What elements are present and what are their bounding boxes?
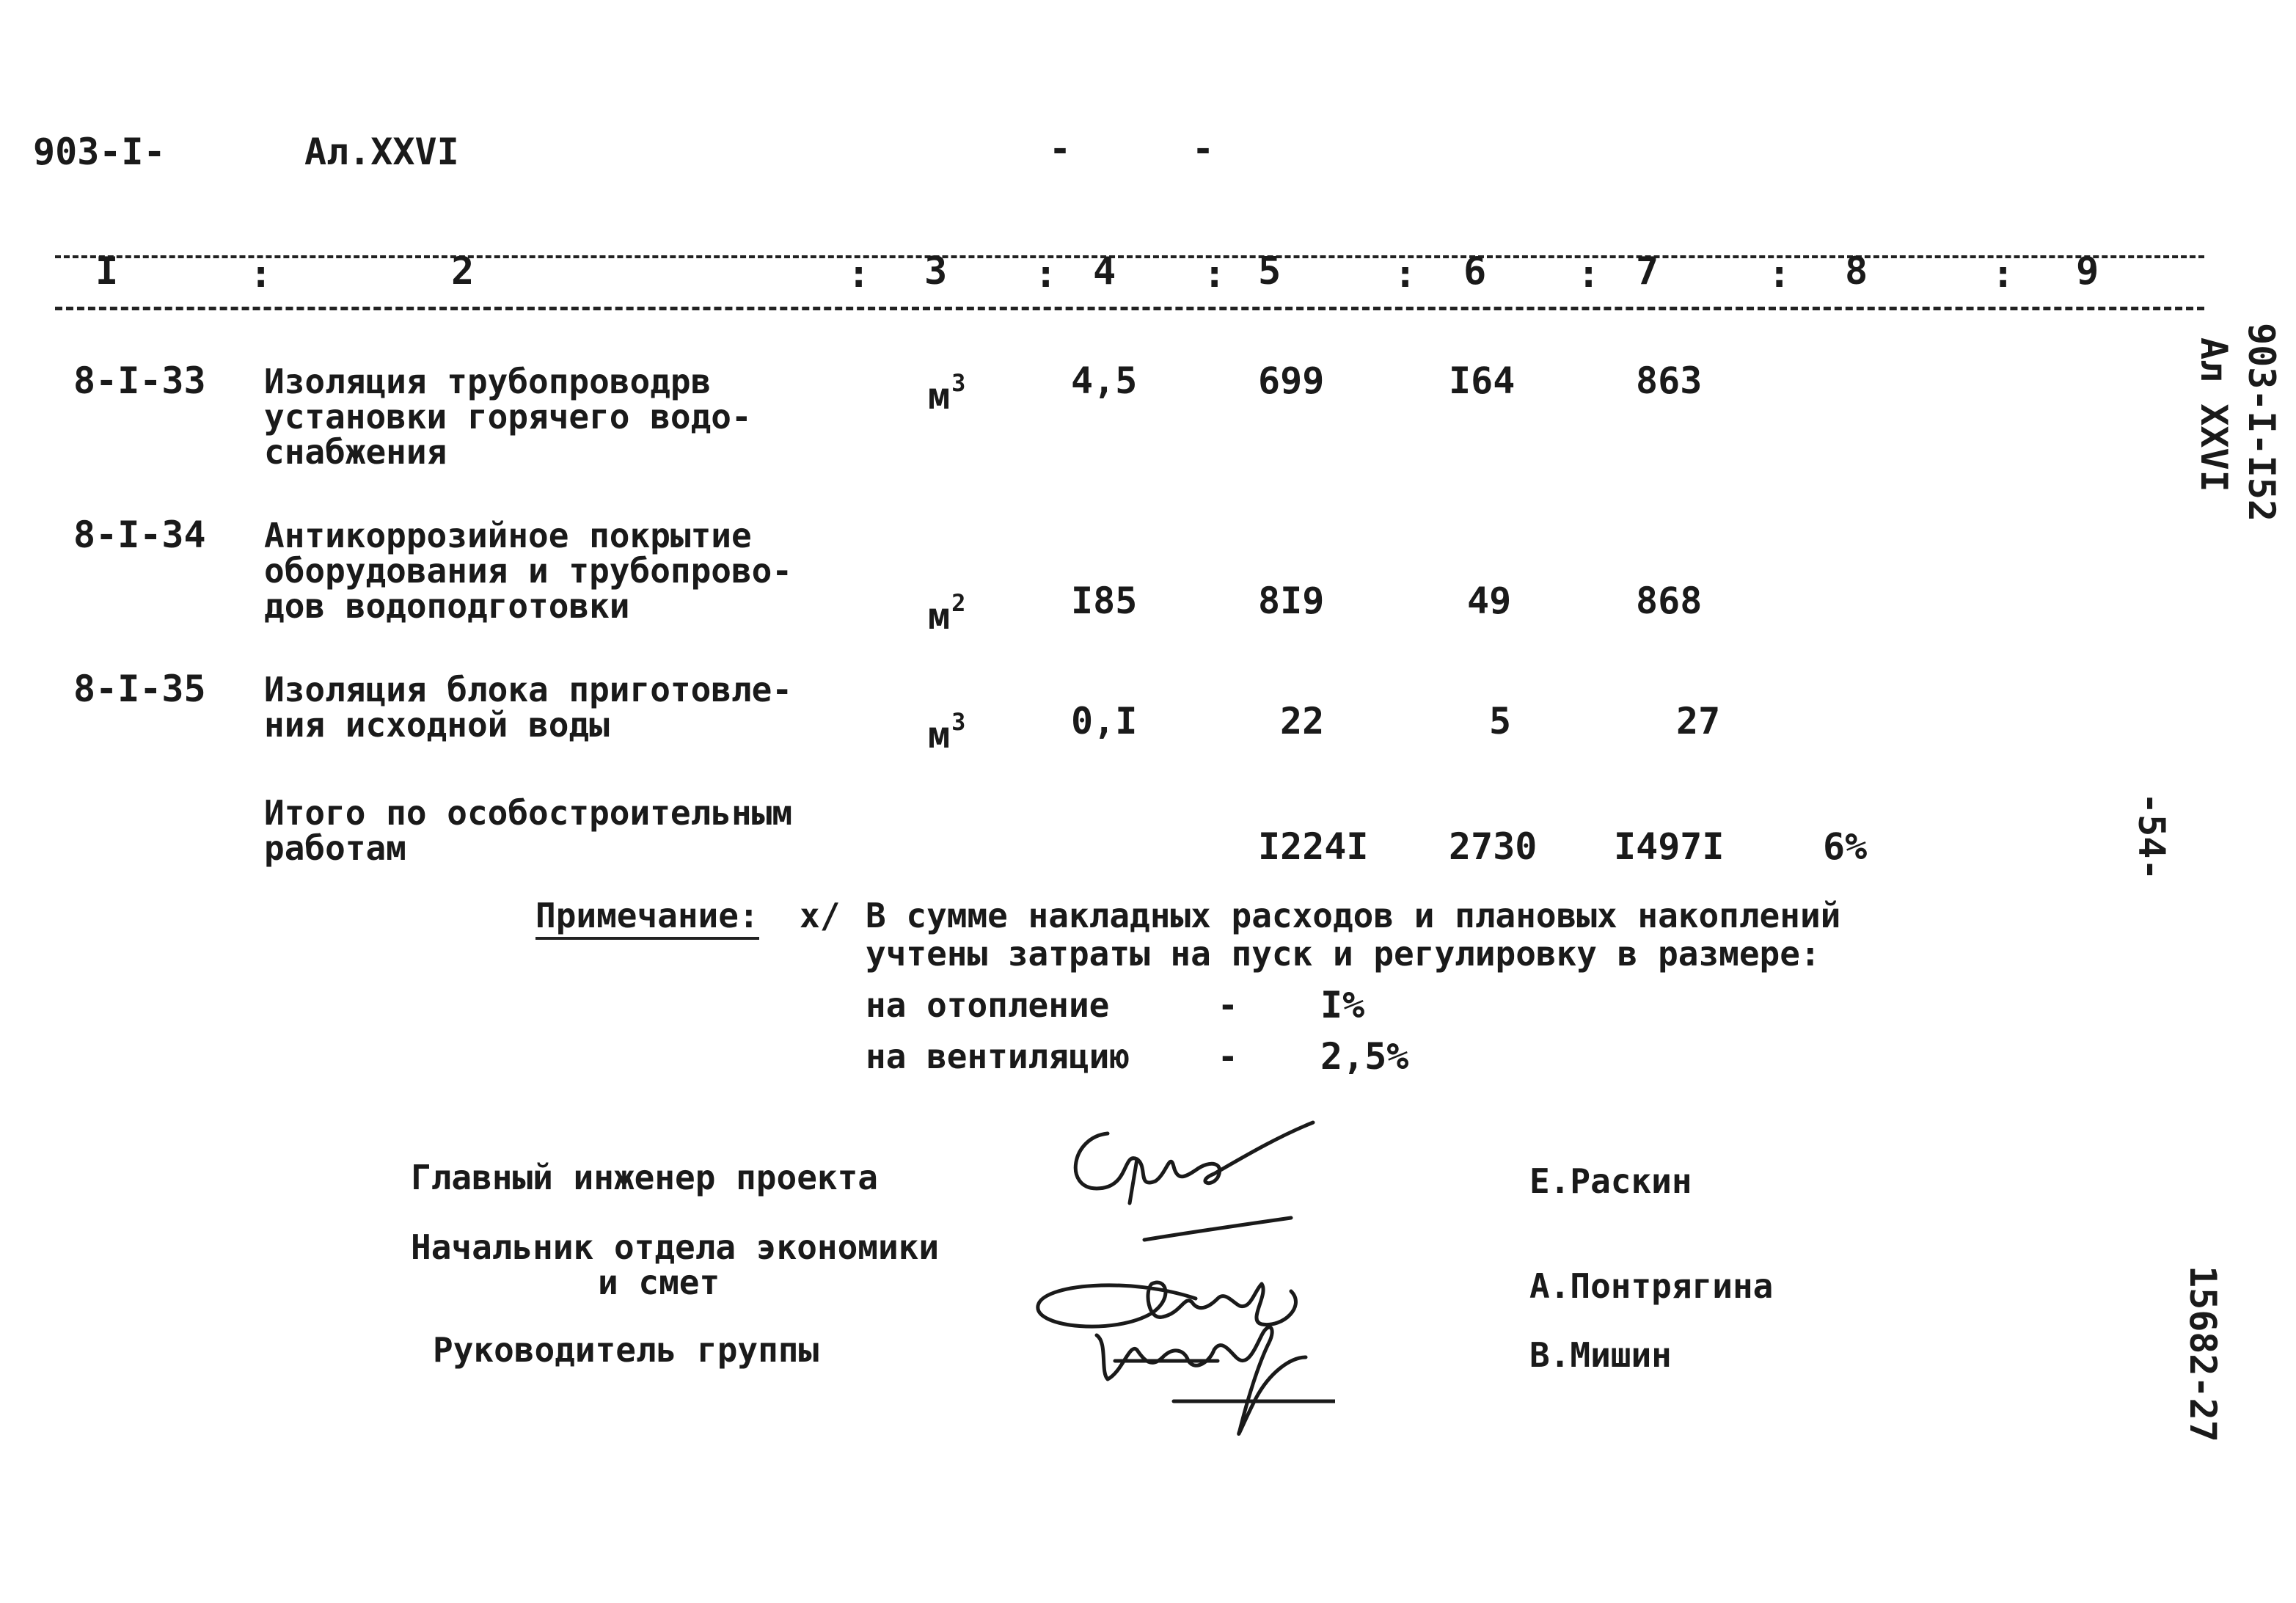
row-quantity: 0,I <box>1071 700 1138 742</box>
signatory-name: А.Понтрягина <box>1529 1266 1774 1306</box>
row-col5: 8I9 <box>1258 580 1325 622</box>
row-name-line: оборудования и трубопрово- <box>264 551 793 591</box>
column-header-6: 6 <box>1463 249 1487 293</box>
row-unit: $м^2$ <box>928 589 966 638</box>
row-code: 8-I-33 <box>73 359 206 402</box>
column-header-top-rule <box>55 255 2204 258</box>
page-number: -54- <box>2130 792 2173 881</box>
signatory-name: Е.Раскин <box>1529 1161 1692 1201</box>
row-quantity: I85 <box>1071 580 1138 622</box>
note-text-line: В сумме накладных расходов и плановых накоплений <box>866 896 1841 935</box>
header-dash-2: - <box>1192 128 1215 170</box>
note-marker: x/ <box>800 896 841 935</box>
total-col5: I224I <box>1258 825 1369 868</box>
margin-stamp-album: Ал XXVI <box>2193 337 2235 492</box>
row-name-line: дов водоподготовки <box>264 586 630 626</box>
note-item-label: на отопление <box>866 985 1110 1025</box>
row-unit: $м^3$ <box>928 708 966 756</box>
column-header-2: 2 <box>451 249 475 293</box>
signatory-title: Начальник отдела экономики <box>411 1227 940 1267</box>
row-col5: 22 <box>1280 700 1325 742</box>
note-item-label: на вентиляцию <box>866 1037 1130 1076</box>
album-number: Ал.XXVI <box>304 131 459 173</box>
row-quantity: 4,5 <box>1071 359 1138 402</box>
row-name-line: Антикоррозийное покрытие <box>264 516 752 555</box>
row-name-line: Изоляция трубопроводрв <box>264 362 712 401</box>
signatory-title: Руководитель группы <box>433 1330 819 1370</box>
row-col6: 5 <box>1489 700 1512 742</box>
note-text-line: учтены затраты на пуск и регулировку в размере: <box>866 934 1821 974</box>
row-col6: I64 <box>1449 359 1516 402</box>
column-header-8: 8 <box>1845 249 1868 293</box>
total-col7: I497I <box>1614 825 1725 868</box>
column-header-1: I <box>95 249 119 293</box>
row-col7: 863 <box>1636 359 1703 402</box>
total-col6: 2730 <box>1449 825 1538 868</box>
column-header-3: 3 <box>924 249 948 293</box>
row-name-line: снабжения <box>264 432 447 472</box>
note-item-value: I% <box>1320 984 1365 1026</box>
note-item-dash: - <box>1218 985 1238 1025</box>
column-header-4: 4 <box>1093 249 1116 293</box>
column-header-bottom-rule <box>55 307 2204 310</box>
row-col7: 868 <box>1636 580 1703 622</box>
inventory-number: 15682-27 <box>2182 1266 2224 1442</box>
row-col5: 699 <box>1258 359 1325 402</box>
row-col6: 49 <box>1467 580 1512 622</box>
total-label-line: Итого по особостроительным <box>264 793 793 833</box>
signatory-title: и смет <box>598 1263 720 1302</box>
row-unit: $м^3$ <box>928 369 966 417</box>
column-header-5: 5 <box>1258 249 1282 293</box>
column-header-9: 9 <box>2076 249 2099 293</box>
row-code: 8-I-34 <box>73 514 206 556</box>
total-col8: 6% <box>1823 825 1868 868</box>
total-label-line: работам <box>264 828 406 868</box>
header-dash-1: - <box>1049 128 1072 170</box>
note-label: Примечание: <box>535 897 759 934</box>
doc-code: 903-I- <box>33 131 166 173</box>
note-item-value: 2,5% <box>1320 1035 1409 1078</box>
handwritten-signatures <box>1027 1108 1335 1445</box>
column-header-7: 7 <box>1636 249 1659 293</box>
note-item-dash: - <box>1218 1037 1238 1076</box>
row-name-line: ния исходной воды <box>264 705 610 745</box>
row-code: 8-I-35 <box>73 668 206 710</box>
row-col7: 27 <box>1676 700 1721 742</box>
signatory-name: В.Мишин <box>1529 1335 1672 1375</box>
signatory-title: Главный инженер проекта <box>411 1158 878 1197</box>
row-name-line: Изоляция блока приготовле- <box>264 670 793 709</box>
margin-stamp-code: 903-I-I52 <box>2240 323 2283 522</box>
row-name-line: установки горячего водо- <box>264 397 752 437</box>
